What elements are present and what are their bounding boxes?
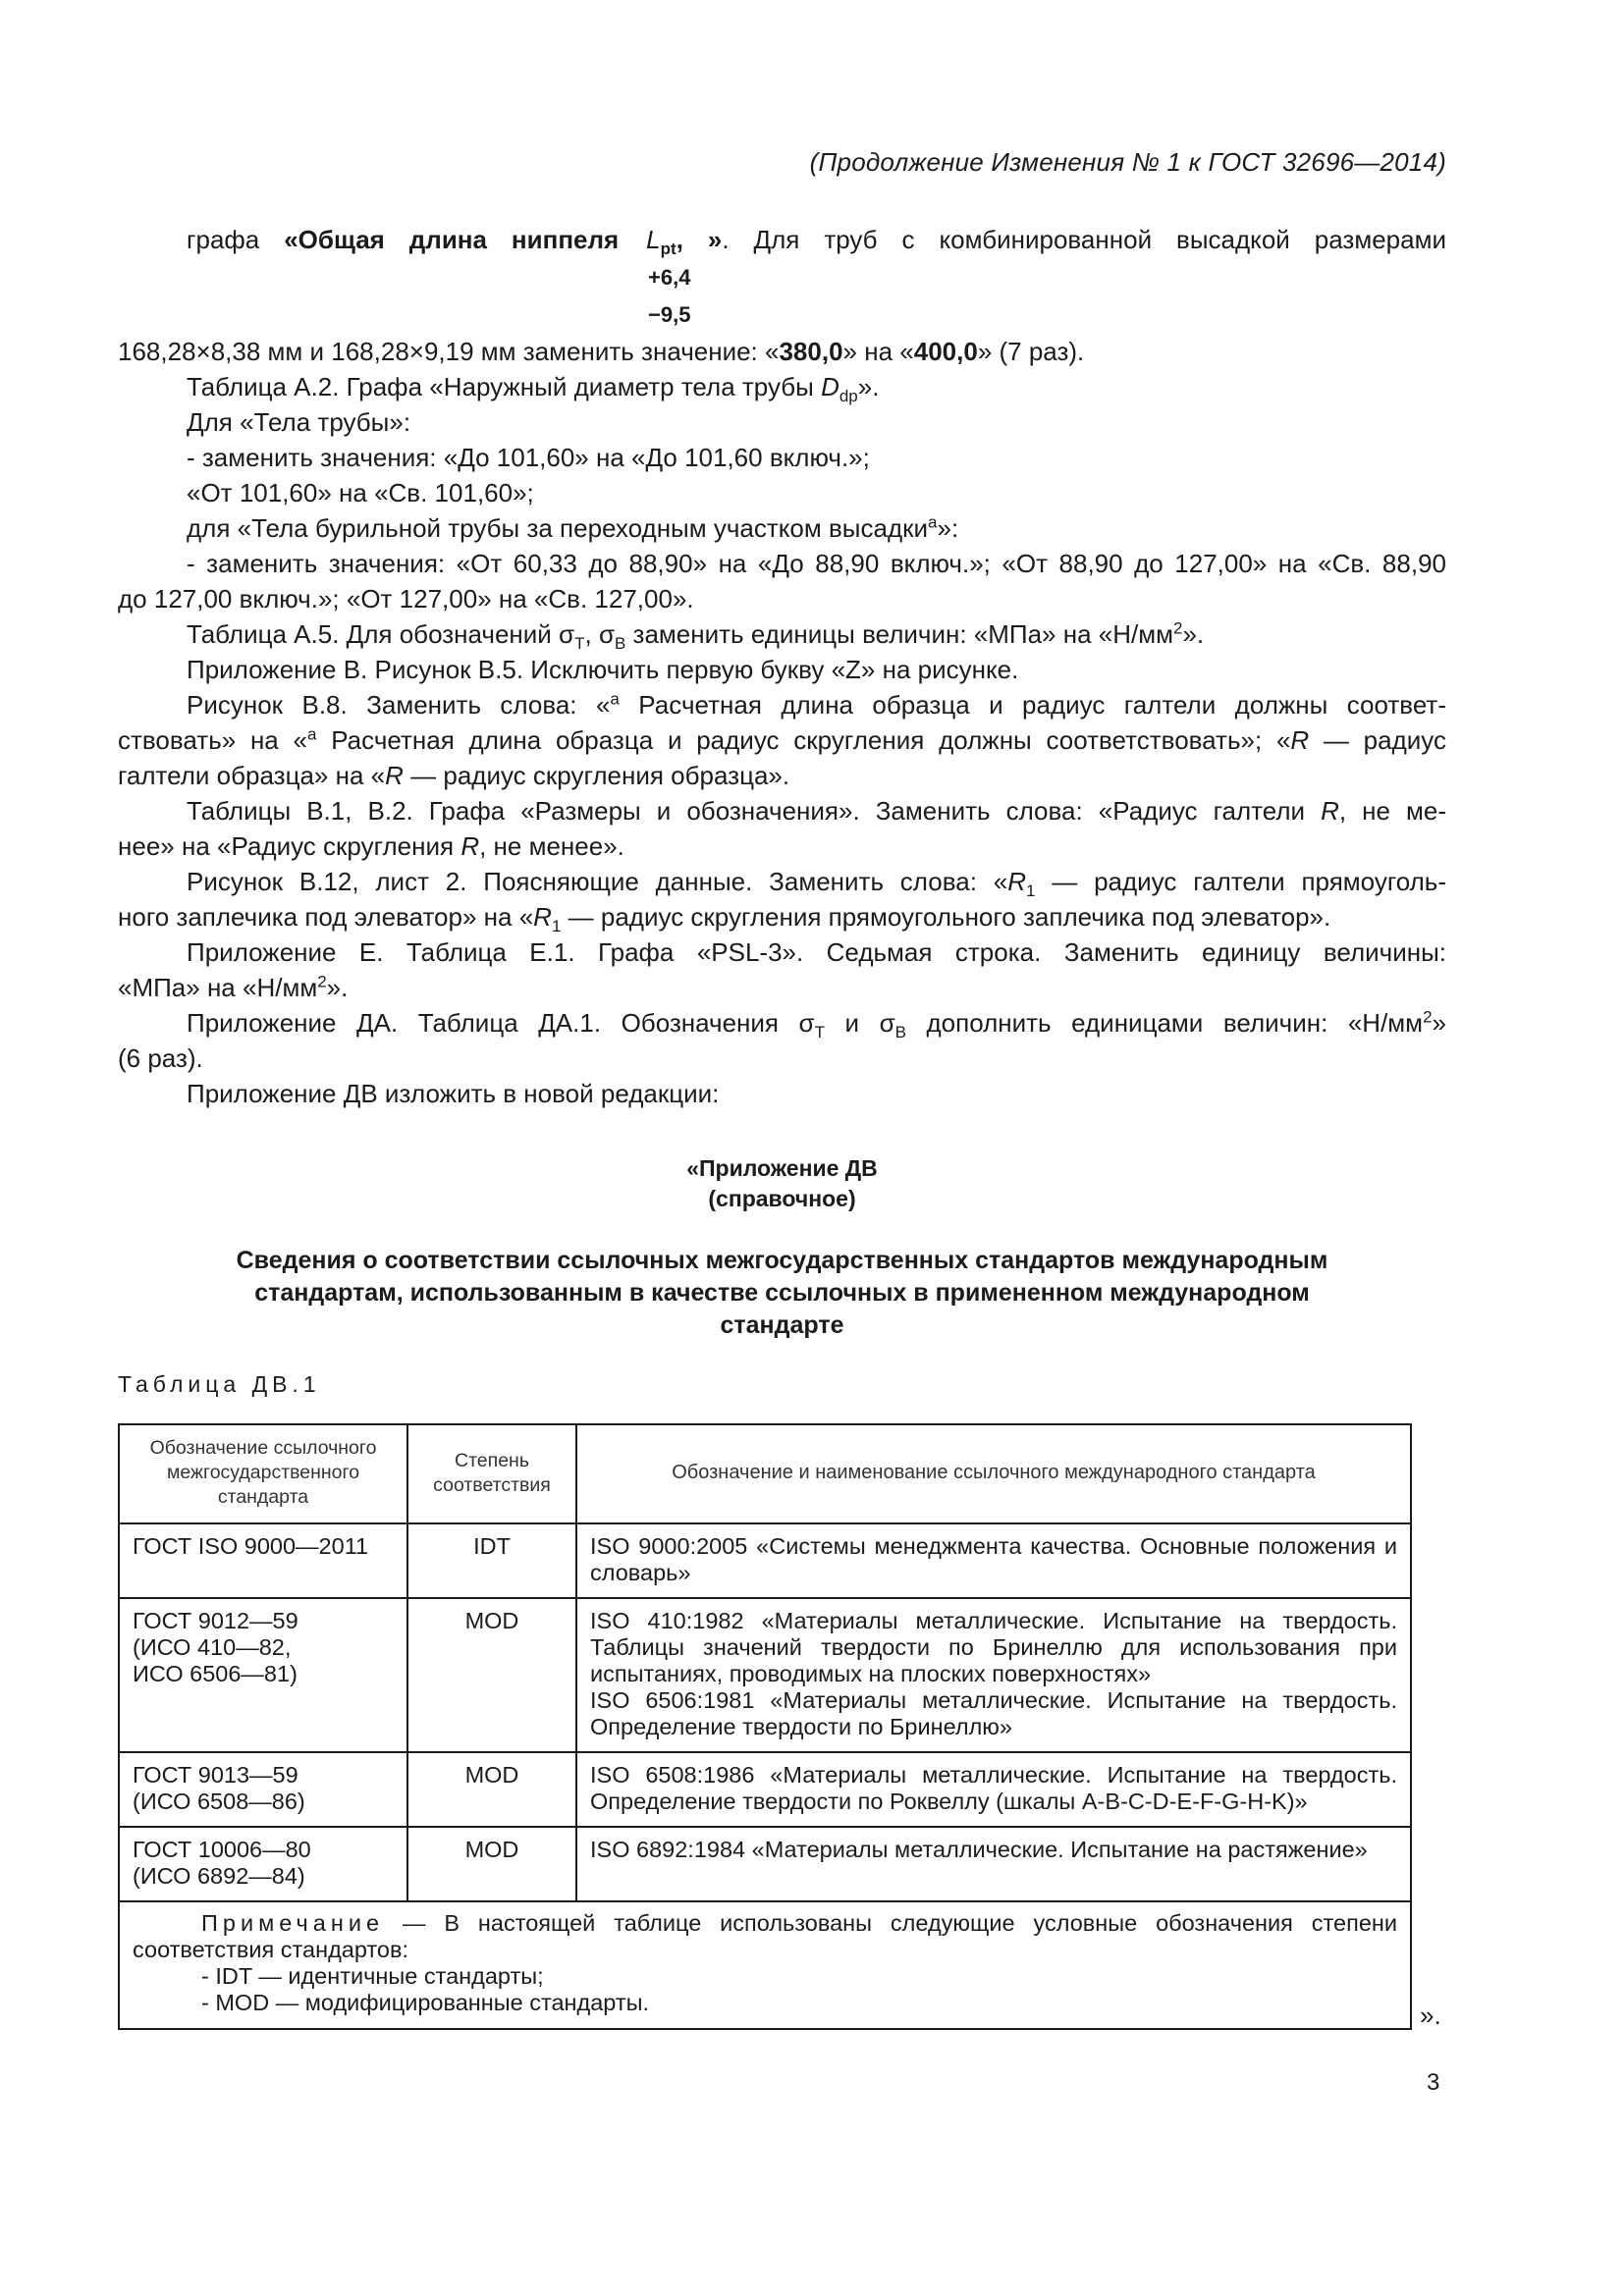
note-item: - IDT — идентичные стандарты; [201,1963,544,1989]
code-cell: ГОСТ 10006—80 (ИСО 6892—84) [119,1827,407,1901]
table-header-row [119,1424,1411,1523]
code-cell: ГОСТ 9013—59 (ИСО 6508—86) [119,1752,407,1827]
closing-quote: ». [1420,2001,1441,2030]
running-header: (Продолжение Изменения № 1 к ГОСТ 32696—2014) [809,147,1446,177]
paragraph-line: - заменить значения: «До 101,60» на «До 101,60 включ.»; [187,443,870,472]
paragraph-line: нее» на «Радиус скругления R, не менее». [118,831,624,861]
section-heading: стандарте [720,1311,844,1339]
paragraph-line: Таблица А.2. Графа «Наружный диаметр тела трубы $D_{dp}$». [187,372,880,406]
paragraph-line: 168,28×8,38 мм и 168,28×9,19 мм заменить значение: «380,0» на «400,0» (7 раз). [118,337,1085,366]
paragraph-line: графа «Общая длина ниппеля $L_{pt}$, ». Для труб с комбинированной высадкой размерами [187,225,1446,259]
table-note: Примечание — В настоящей таблице использованы следующие условные обозначения степени соответствия стандартов: - IDT — идентичные стандарты; - MOD — модифицированные стандарты. [119,1901,1411,2029]
note-item: - MOD — модифицированные стандарты. [201,1990,650,2015]
annex-title: «Приложение ДВ [686,1155,878,1181]
standard-cell: ISO 6892:1984 «Материалы металлические. Испытание на растяжение» [576,1827,1411,1901]
header-cell: Степень соответствия [407,1424,576,1523]
paragraph-line: - заменить значения: «От 60,33 до 88,90» на «До 88,90 включ.»; «От 88,90 до 127,00» на «Св. 88,90 [187,549,1446,578]
symbol-l: L [646,225,661,254]
table-row [119,1523,1411,1598]
paragraph-line: Приложение В. Рисунок В.5. Исключить первую букву «Z» на рисунке. [187,655,1019,684]
paragraph-line: Таблицы В.1, В.2. Графа «Размеры и обозначения». Заменить слова: «Радиус галтели R, не ме- [187,796,1447,826]
degree-cell: MOD [407,1752,576,1827]
section-heading: стандартам, использованным в качестве ссылочных в примененном международном [254,1279,1310,1307]
table-note-row [119,1901,1411,2029]
header-cell: Обозначение и наименование ссылочного международного стандарта [576,1424,1411,1523]
table-caption: Таблица ДВ.1 [118,1371,321,1397]
annex-subtitle: (справочное) [708,1186,856,1211]
paragraph-line: Приложение ДВ изложить в новой редакции: [187,1079,720,1108]
degree-cell: IDT [407,1523,576,1598]
table-row [119,1752,1411,1827]
paragraph-line: Рисунок В.12, лист 2. Поясняющие данные. Заменить слова: «$R_1$ — радиус галтели прямоуголь- [187,867,1446,901]
paragraph-line: «МПа» на «$Н/мм^2$». [118,972,349,1002]
paragraph-line: Таблица А.5. Для обозначений $\sigma_Т$, $\sigma_В$ заменить единицы величин: «МПа» на «$Н/мм^2$». [187,618,1205,654]
paragraph-line: Приложение ДА. Таблица ДА.1. Обозначения $\sigma_Т$ и $\sigma_В$ дополнить единицами величин: «$Н/мм^2$» [187,1007,1446,1042]
table-row [119,1827,1411,1901]
paragraph-line: для «Тела бурильной трубы за переходным участком высадки$^а$»: [187,512,959,543]
correspondence-table [118,1423,1412,2030]
standard-cell: ISO 410:1982 «Материалы металлические. Испытание на твердость. Таблицы значений твердости по Бринеллю для использования при испытаниях, проводимых на плоских поверхностях» ISO 6506:1981 «Материалы металлические. Испытание на твердость. Определение твердости по Бринеллю» [576,1598,1411,1752]
tolerance-plus: +6,4 [648,265,691,290]
paragraph-line: Приложение Е. Таблица Е.1. Графа «PSL-3». Седьмая строка. Заменить единицу величины: [187,937,1446,967]
paragraph-line: галтели образца» на «R — радиус скругления образца». [118,761,790,790]
paragraph-line: Для «Тела трубы»: [187,407,411,437]
section-heading: Сведения о соответствии ссылочных межгосударственных стандартов международным [236,1247,1328,1274]
paragraph-line: Рисунок В.8. Заменить слова: «$^а$ Расчетная длина образца и радиус галтели должны соответ- [187,689,1446,720]
standard-cell: ISO 9000:2005 «Системы менеджмента качества. Основные положения и словарь» [576,1523,1411,1598]
paragraph-line: до 127,00 включ.»; «От 127,00» на «Св. 127,00». [118,584,694,614]
paragraph-line: (6 раз). [118,1043,203,1073]
degree-cell: MOD [407,1827,576,1901]
page-number: 3 [1427,2069,1440,2096]
paragraph-line: «От 101,60» на «Св. 101,60»; [187,478,534,507]
code-cell: ГОСТ ISO 9000—2011 [119,1523,407,1598]
standard-cell: ISO 6508:1986 «Материалы металлические. Испытание на твердость. Определение твердости по Роквеллу (шкалы A-B-C-D-E-F-G-H-K)» [576,1752,1411,1827]
header-cell: Обозначение ссылочного межгосударственного стандарта [119,1424,407,1523]
paragraph-line: ствовать» на «$^а$ Расчетная длина образца и радиус скругления должны соответствовать»; «R — радиус [118,724,1446,755]
tolerance-minus: −9,5 [648,302,691,327]
degree-cell: MOD [407,1598,576,1752]
table-row [119,1598,1411,1752]
paragraph-line: ного заплечика под элеватор» на «$R_1$ — радиус скругления прямоугольного заплечика под элеватор». [118,902,1331,936]
note-label: Примечание [201,1910,385,1936]
code-cell: ГОСТ 9012—59 (ИСО 410—82, ИСО 6506—81) [119,1598,407,1752]
